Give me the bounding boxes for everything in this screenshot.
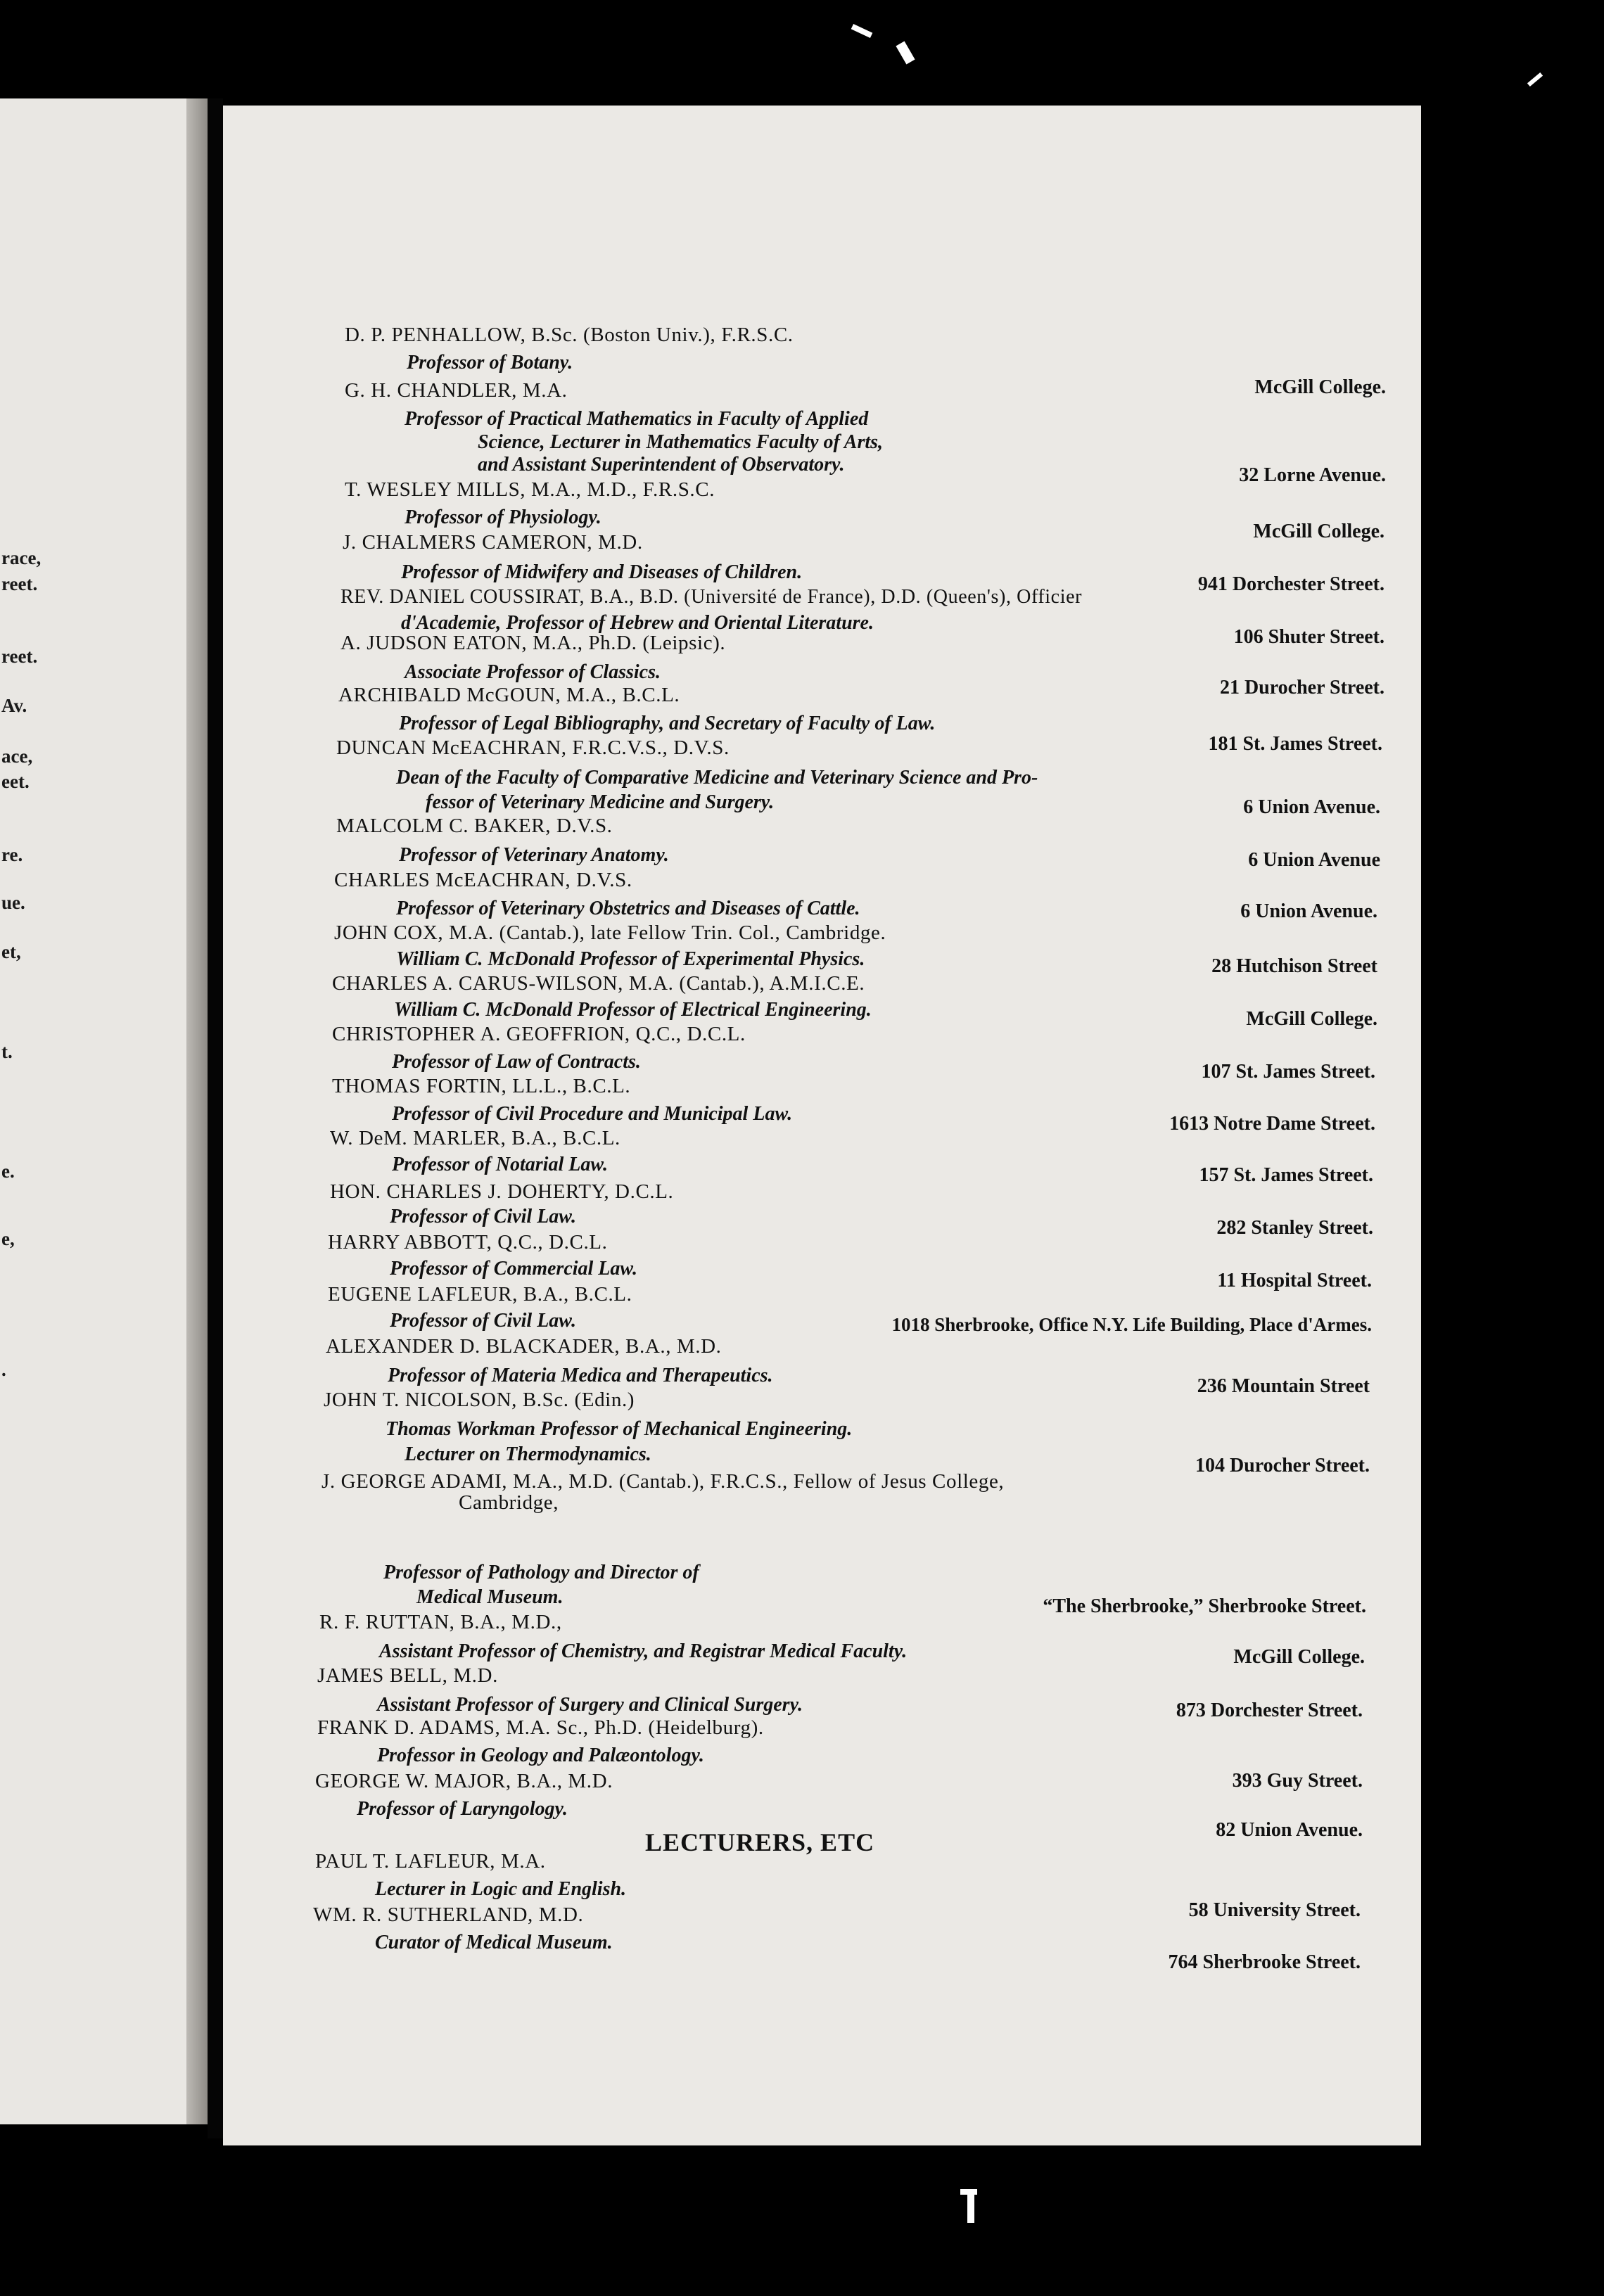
faculty-address: 6 Union Avenue. [1243,796,1380,818]
faculty-address: McGill College. [1233,1646,1365,1668]
faculty-name: GEORGE W. MAJOR, B.A., M.D. [315,1770,613,1792]
faculty-title: Professor of Veterinary Obstetrics and Diseases of Cattle. [396,898,860,919]
left-fragment: reet. [1,646,38,667]
faculty-name: G. H. CHANDLER, M.A. [345,379,568,402]
faculty-address: 393 Guy Street. [1232,1770,1363,1792]
faculty-address: 236 Mountain Street [1197,1375,1370,1397]
book-gutter [208,98,223,2138]
faculty-title: Professor of Civil Law. [390,1310,576,1332]
faculty-title: Assistant Professor of Surgery and Clinical Surgery. [377,1694,803,1716]
faculty-address: 181 St. James Street. [1208,733,1382,755]
faculty-title: d'Academie, Professor of Hebrew and Oriental Literature. [401,612,874,634]
faculty-title: and Assistant Superintendent of Observatory. [478,454,845,476]
lecturer-address: 764 Sherbrooke Street. [1168,1951,1361,1973]
faculty-title: William C. McDonald Professor of Electrical Engineering. [394,999,872,1021]
left-fragment: ace, [1,746,33,767]
faculty-name: ARCHIBALD McGOUN, M.A., B.C.L. [338,684,680,706]
faculty-address: 157 St. James Street. [1199,1164,1373,1186]
faculty-address: McGill College. [1246,1008,1377,1030]
left-page-edge [0,98,186,2124]
dust-speck [1527,72,1543,87]
faculty-name: THOMAS FORTIN, LL.L., B.C.L. [332,1075,631,1097]
left-fragment: e, [1,1228,15,1249]
faculty-address: 82 Union Avenue. [1216,1819,1363,1841]
left-fragment: et, [1,941,21,962]
faculty-title: Professor of Law of Contracts. [392,1051,641,1073]
lecturer-name: WM. R. SUTHERLAND, M.D. [313,1903,584,1926]
faculty-name: REV. DANIEL COUSSIRAT, B.A., B.D. (Université de France), D.D. (Queen's), Officier [340,586,1083,608]
faculty-title: Professor of Civil Procedure and Municipal Law. [392,1103,793,1125]
faculty-name: EUGENE LAFLEUR, B.A., B.C.L. [328,1283,632,1306]
faculty-title: Medical Museum. [416,1586,564,1608]
faculty-name: Cambridge, [459,1491,559,1514]
page-spine [186,98,208,2124]
left-fragment: reet. [1,573,38,594]
faculty-title: Professor of Practical Mathematics in Faculty of Applied [405,408,869,430]
faculty-name: J. CHALMERS CAMERON, M.D. [343,531,643,554]
faculty-address: 6 Union Avenue [1248,849,1380,871]
left-fragment: . [1,1359,6,1380]
left-fragment: Av. [1,695,27,716]
faculty-address: 1018 Sherbrooke, Office N.Y. Life Building, Place d'Armes. [891,1314,1372,1335]
faculty-name: CHRISTOPHER A. GEOFFRION, Q.C., D.C.L. [332,1023,746,1045]
faculty-address: 11 Hospital Street. [1217,1270,1372,1292]
faculty-name: A. JUDSON EATON, M.A., Ph.D. (Leipsic). [340,632,726,654]
faculty-name: DUNCAN McEACHRAN, F.R.C.V.S., D.V.S. [336,736,730,759]
faculty-title: Thomas Workman Professor of Mechanical Engineering. [386,1418,853,1440]
dust-speck [896,42,915,65]
faculty-address: 941 Dorchester Street. [1197,573,1385,595]
faculty-title: Professor of Midwifery and Diseases of Children. [401,561,803,583]
dust-speck [851,24,873,38]
left-fragment: e. [1,1161,15,1182]
faculty-name: CHARLES McEACHRAN, D.V.S. [334,869,632,891]
faculty-title: Dean of the Faculty of Comparative Medicine and Veterinary Science and Pro- [396,767,1038,789]
faculty-address: 107 St. James Street. [1201,1061,1375,1083]
faculty-name: JOHN COX, M.A. (Cantab.), late Fellow Trin. Col., Cambridge. [334,921,886,944]
faculty-address: 282 Stanley Street. [1216,1217,1373,1239]
faculty-address: 106 Shuter Street. [1233,626,1385,648]
left-fragment: t. [1,1041,13,1062]
faculty-address: 873 Dorchester Street. [1176,1699,1363,1721]
faculty-address: 1613 Notre Dame Street. [1169,1113,1375,1135]
faculty-title: Professor of Notarial Law. [392,1154,608,1175]
faculty-title: Professor of Pathology and Director of [383,1562,699,1583]
dust-speck [960,2189,977,2195]
faculty-address: 104 Durocher Street. [1195,1455,1370,1477]
left-fragment: re. [1,844,23,865]
faculty-title: Professor of Veterinary Anatomy. [399,844,669,866]
faculty-address: McGill College. [1253,521,1385,542]
faculty-name: T. WESLEY MILLS, M.A., M.D., F.R.S.C. [345,478,715,501]
faculty-name: HON. CHARLES J. DOHERTY, D.C.L. [330,1180,674,1203]
faculty-name: MALCOLM C. BAKER, D.V.S. [336,815,613,837]
faculty-name: JAMES BELL, M.D. [317,1664,498,1687]
dust-speck [967,2195,974,2223]
faculty-name: D. P. PENHALLOW, B.Sc. (Boston Univ.), F.R.S.C. [345,324,794,346]
section-heading: LECTURERS, ETC [645,1828,875,1856]
faculty-title: Professor of Civil Law. [390,1206,576,1227]
faculty-name: J. GEORGE ADAMI, M.A., M.D. (Cantab.), F.R.C.S., Fellow of Jesus College, [322,1470,1005,1493]
left-fragment: race, [1,547,42,568]
left-fragment: ue. [1,892,25,913]
lecturer-name: PAUL T. LAFLEUR, M.A. [315,1850,546,1873]
faculty-title: fessor of Veterinary Medicine and Surgery. [426,791,775,813]
faculty-address: 28 Hutchison Street [1211,955,1377,977]
faculty-name: ALEXANDER D. BLACKADER, B.A., M.D. [326,1335,722,1358]
faculty-title: Professor of Botany. [407,352,573,374]
faculty-name: JOHN T. NICOLSON, B.Sc. (Edin.) [324,1389,635,1411]
faculty-address: 32 Lorne Avenue. [1239,464,1386,486]
lecturer-title: Curator of Medical Museum. [375,1932,613,1953]
faculty-title: Professor of Commercial Law. [390,1258,638,1280]
faculty-address: 21 Durocher Street. [1219,677,1385,699]
faculty-name: HARRY ABBOTT, Q.C., D.C.L. [328,1231,608,1254]
faculty-address: “The Sherbrooke,” Sherbrooke Street. [1043,1595,1366,1617]
faculty-title: Lecturer on Thermodynamics. [405,1443,651,1465]
faculty-name: W. DeM. MARLER, B.A., B.C.L. [330,1127,620,1149]
faculty-title: Professor of Physiology. [405,506,602,528]
faculty-name: CHARLES A. CARUS-WILSON, M.A. (Cantab.), A.M.I.C.E. [332,972,865,995]
faculty-title: Associate Professor of Classics. [405,661,661,683]
faculty-title: Assistant Professor of Chemistry, and Registrar Medical Faculty. [379,1640,908,1662]
faculty-address: 6 Union Avenue. [1240,900,1377,922]
faculty-title: Professor of Materia Medica and Therapeutics. [388,1365,773,1386]
faculty-name: R. F. RUTTAN, B.A., M.D., [319,1611,562,1633]
lecturer-title: Lecturer in Logic and English. [375,1878,627,1900]
faculty-address: McGill College. [1254,376,1386,398]
faculty-title: Professor of Laryngology. [357,1798,568,1820]
faculty-name: FRANK D. ADAMS, M.A. Sc., Ph.D. (Heidelburg). [317,1716,764,1739]
lecturer-address: 58 University Street. [1188,1899,1361,1921]
faculty-title: Science, Lecturer in Mathematics Faculty of Arts, [478,431,884,453]
faculty-title: Professor in Geology and Palæontology. [377,1745,704,1766]
faculty-title: William C. McDonald Professor of Experimental Physics. [396,948,865,970]
faculty-title: Professor of Legal Bibliography, and Secretary of Faculty of Law. [399,713,936,734]
left-fragment: eet. [1,771,30,792]
directory-page [223,106,1421,2145]
